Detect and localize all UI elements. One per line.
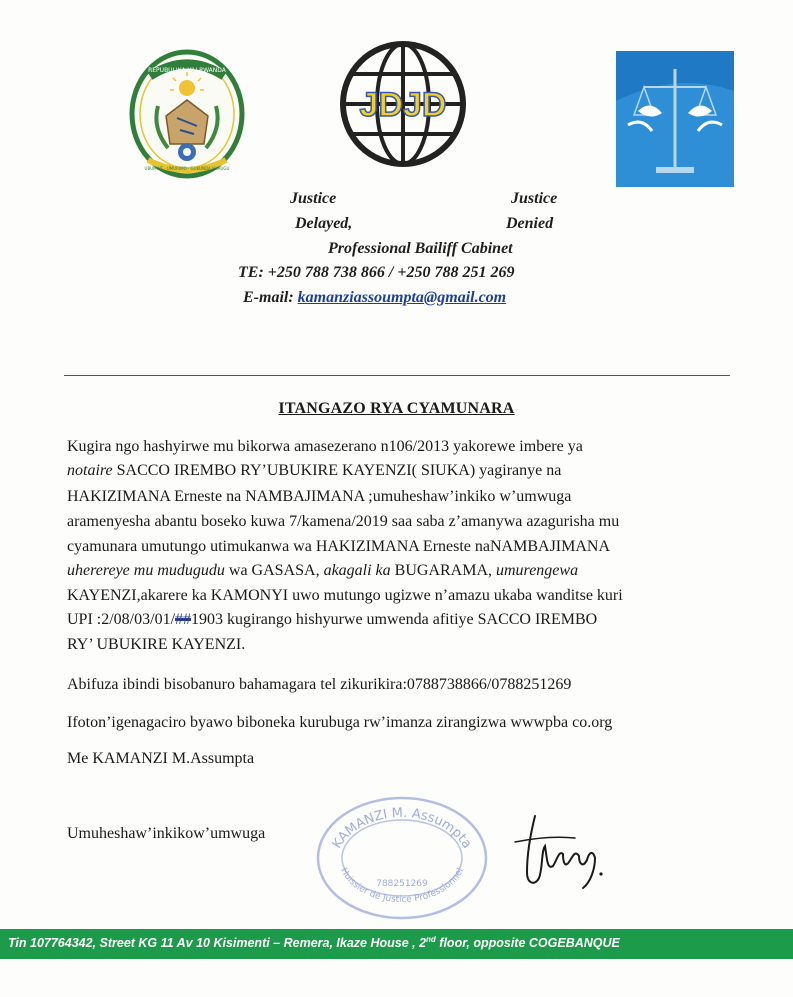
footer-bar <box>0 929 793 959</box>
motto-delayed: Delayed, <box>295 215 353 232</box>
seal-bottom-text: UBUMWE · UMURIMO · GUKUNDA IGIHUGU <box>144 166 230 171</box>
body-line-2 <box>67 461 561 481</box>
body-line-3: HAKIZIMANA Erneste na NAMBAJIMANA ;umuheshaw’inkiko w’umwuga <box>67 488 572 505</box>
stamp-bottom-text: Huissier de Justice Professionnel <box>338 866 466 906</box>
email-label: E-mail: <box>243 289 294 306</box>
author-title: Umuheshaw’inkikow’umwuga <box>67 825 266 842</box>
body-line-7: KAYENZI,akarere ka KAMONYI uwo mutungo ugizwe n’amazu ukaba wanditse kuri <box>67 587 623 604</box>
contact-paragraph: Abifuza ibindi bisobanuro bahamagara tel zikurikira:0788738866/0788251269 <box>67 676 572 693</box>
body-line-9: RY’ UBUKIRE KAYENZI. <box>67 636 246 653</box>
body-line-6 <box>67 561 578 581</box>
email-link[interactable]: kamanziassoumpta@gmail.com <box>297 289 507 306</box>
svg-text:KAMANZI M. Assumpta <box>330 806 475 852</box>
body-line-6-b: wa GASASA, <box>224 562 324 579</box>
motto-justice-right: Justice <box>511 190 558 207</box>
body-line-6-d: BUGARAMA, <box>390 562 496 579</box>
body-line-8 <box>67 610 597 630</box>
body-italic-notaire: notaire <box>67 462 113 479</box>
phone-numbers: TE: +250 788 738 866 / +250 788 251 269 <box>238 264 515 281</box>
body-line-6-a: uherereye mu mudugudu <box>67 562 225 579</box>
globe-logo-text: JDJD <box>359 86 447 124</box>
justice-scale-logo <box>616 51 734 187</box>
body-line-1: Kugira ngo hashyirwe mu bikorwa amasezerano n106/2013 yakorewe imbere ya <box>67 438 583 455</box>
footer-text-sup: nd <box>426 935 436 944</box>
cabinet-name: Professional Bailiff Cabinet <box>328 240 513 257</box>
author-name: Me KAMANZI M.Assumpta <box>67 750 255 767</box>
jdjd-globe-logo <box>335 36 471 172</box>
handwritten-signature <box>505 812 615 892</box>
header-divider <box>64 375 730 376</box>
motto-justice-left: Justice <box>290 190 337 207</box>
body-line-4: aramenyesha abantu boseko kuwa 7/kamena/2019 saa saba z’amanywa azagurisha mu <box>67 513 620 530</box>
website-paragraph: Ifoton’igenagaciro byawo biboneka kurubuga rw’imanza zirangizwa wwwpba co.org <box>67 714 613 731</box>
stamp-top-text: KAMANZI M. Assumpta <box>329 805 475 852</box>
email-line <box>243 289 506 307</box>
body-line-8-a: UPI :2/08/03/01/ <box>67 611 176 628</box>
rwanda-seal-logo <box>128 48 246 180</box>
struck-digits: ## <box>175 611 192 628</box>
footer-text-main: Tin 107764342, Street KG 11 Av 10 Kisimenti – Remera, Ikaze House , 2 <box>8 936 427 951</box>
stamp-number: 788251269 <box>376 879 428 889</box>
seal-top-text: REPUBULIKA Y'U RWANDA <box>148 67 226 74</box>
motto-denied: Denied <box>506 215 554 232</box>
footer-address <box>8 935 620 950</box>
body-line-6-e: umurengewa <box>496 562 579 579</box>
body-line-8-b: 1903 kugirango hishyurwe umwenda afitiye SACCO IREMBO <box>191 611 598 628</box>
announcement-title: ITANGAZO RYA CYAMUNARA <box>278 400 515 417</box>
footer-text-end: floor, opposite COGEBANQUE <box>435 936 620 951</box>
body-line-2-rest: SACCO IREMBO RY’UBUKIRE KAYENZI( SIUKA) yagiranye na <box>112 462 562 479</box>
body-line-6-c: akagali ka <box>323 562 391 579</box>
body-line-5: cyamunara umutungo utimukanwa wa HAKIZIMANA Erneste naNAMBAJIMANA <box>67 538 611 555</box>
official-stamp <box>313 790 491 922</box>
